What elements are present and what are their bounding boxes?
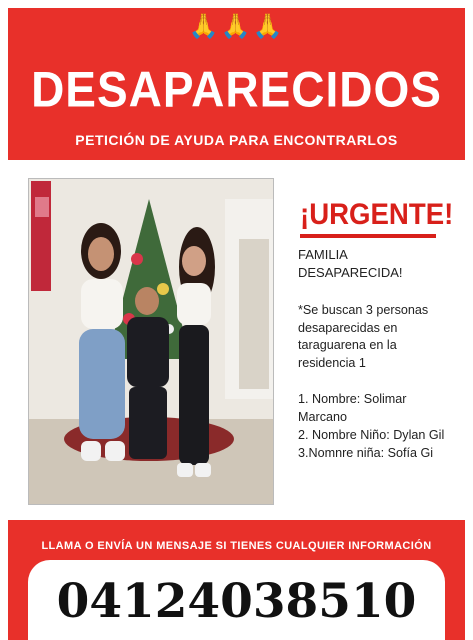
header-banner <box>8 8 465 160</box>
list-item: 3.Nomnre niña: Sofía Gi <box>298 446 434 460</box>
list-item: 2. Nombre Niño: Dylan Gil <box>298 428 445 442</box>
phone-number[interactable]: 04124038510 <box>56 574 417 629</box>
poster-title: DESAPARECIDOS <box>31 60 442 118</box>
description-text <box>298 302 458 372</box>
poster-subtitle: PETICIÓN DE AYUDA PARA ENCONTRARLOS <box>75 132 398 148</box>
urgent-underline <box>300 234 436 238</box>
urgent-label: ¡URGENTE! <box>300 198 454 231</box>
names-list <box>298 390 468 462</box>
description-line: desaparecidas en <box>298 320 398 335</box>
list-item: Marcano <box>298 410 347 424</box>
family-line: FAMILIA <box>298 247 348 262</box>
list-item: 1. Nombre: Solimar <box>298 392 407 406</box>
description-line: taraguarena en la <box>298 338 397 352</box>
family-missing-text <box>298 246 448 282</box>
description-line: residencia 1 <box>298 355 366 370</box>
family-photo <box>28 178 274 505</box>
family-line: DESAPARECIDA! <box>298 265 403 280</box>
praying-hands-icon: 🙏🙏🙏 <box>188 12 285 40</box>
description-line: *Se buscan 3 personas <box>298 303 429 317</box>
contact-instruction: LLAMA O ENVÍA UN MENSAJE SI TIENES CUALQUIER INFORMACIÓN <box>41 540 432 552</box>
phone-box <box>28 560 445 640</box>
footer-banner <box>8 520 465 640</box>
